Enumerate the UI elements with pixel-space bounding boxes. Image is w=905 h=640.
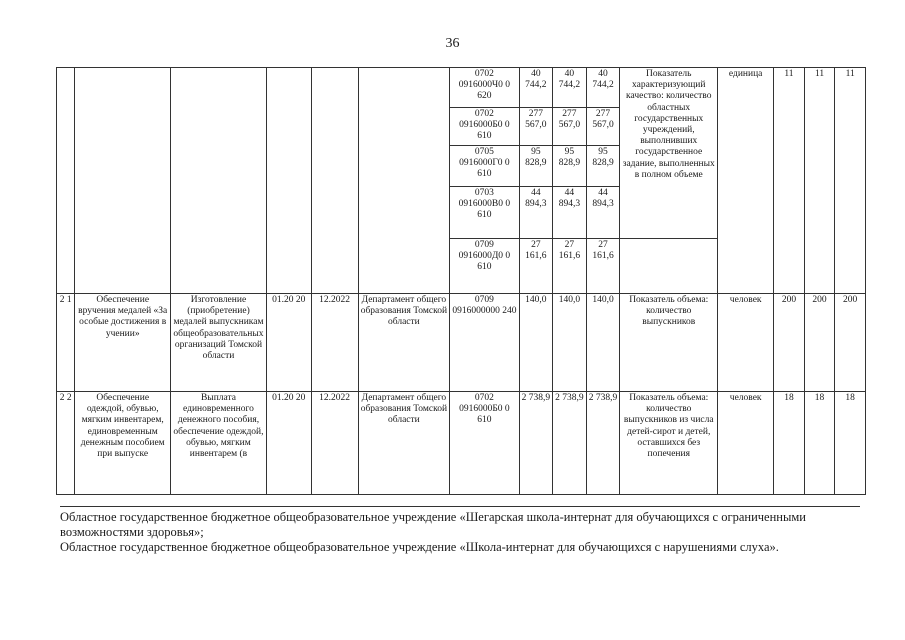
cell-code: 0702 0916000Б0 0 610: [450, 392, 519, 495]
cell-desc: Выплата единовременного денежного пособия, обеспечение одеждой, обувью, мягким инвентарем (в: [171, 392, 267, 495]
cell-unit: человек: [718, 294, 774, 392]
cell-value: 27 161,6: [553, 239, 587, 294]
cell-code: 0702 0916000Б0 0 610: [450, 108, 519, 146]
cell-end: 12.2022: [311, 392, 358, 495]
cell-exec: Департамент общего образования Томской области: [358, 294, 450, 392]
cell-value: 27 161,6: [586, 239, 620, 294]
cell-start: 01.20 20: [266, 392, 311, 495]
cell-indicator: Показатель объема: количество выпускников из числа детей-сирот и детей, оставшихся без попечения: [620, 392, 718, 495]
cell-code: 0709 0916000Д0 0 610: [450, 239, 519, 294]
cell-indicator: Показатель объема: количество выпускников: [620, 294, 718, 392]
footnote: Областное государственное бюджетное общеобразовательное учреждение «Школа-интернат для обучающихся с нарушениями слуха».: [60, 540, 779, 554]
footnote-divider: [60, 506, 860, 507]
cell-target: 11: [804, 68, 835, 294]
cell-exec: Департамент общего образования Томской области: [358, 392, 450, 495]
cell-code: 0702 0916000Ч0 0 620: [450, 68, 519, 108]
page-number: 36: [445, 36, 460, 51]
cell-value: 2 738,9: [553, 392, 587, 495]
cell-unit: единица: [718, 68, 774, 294]
cell-value: 44 894,3: [586, 187, 620, 239]
cell-value: 44 894,3: [553, 187, 587, 239]
cell-value: 40 744,2: [553, 68, 587, 108]
cell-code: 0703 0916000В0 0 610: [450, 187, 519, 239]
cell-name: Обеспечение одеждой, обувью, мягким инвентарем, единовременным денежным пособием при выпуске: [75, 392, 171, 495]
cell-desc: Изготовление (приобретение) медалей выпускникам общеобразовательных организаций Томской области: [171, 294, 267, 392]
cell-end: 12.2022: [311, 294, 358, 392]
cell-name: [75, 68, 171, 294]
cell-indicator-empty: [620, 239, 718, 294]
cell-indicator: Показатель характеризующий качество: количество областных государственных учреждений, выполнивших государственное задание, выполненных в полном объеме: [620, 68, 718, 239]
cell-code: 0705 0916000Г0 0 610: [450, 146, 519, 187]
cell-start: [266, 68, 311, 294]
cell-target: 18: [774, 392, 805, 495]
cell-value: 95 828,9: [519, 146, 553, 187]
cell-value: 140,0: [519, 294, 553, 392]
cell-num: 2 2: [57, 392, 75, 495]
table-row: [57, 294, 866, 392]
cell-value: 27 161,6: [519, 239, 553, 294]
cell-exec: [358, 68, 450, 294]
cell-value: 95 828,9: [586, 146, 620, 187]
cell-num: 2 1: [57, 294, 75, 392]
cell-value: 2 738,9: [586, 392, 620, 495]
cell-target: 11: [774, 68, 805, 294]
cell-end: [311, 68, 358, 294]
cell-name: Обеспечение вручения медалей «За особые достижения в учении»: [75, 294, 171, 392]
cell-num: [57, 68, 75, 294]
cell-target: 200: [774, 294, 805, 392]
cell-value: 40 744,2: [586, 68, 620, 108]
cell-target: 11: [835, 68, 866, 294]
cell-value: 140,0: [586, 294, 620, 392]
cell-value: 277 567,0: [553, 108, 587, 146]
program-table: [56, 67, 866, 495]
table-row: [57, 68, 866, 108]
footnotes: [60, 510, 860, 555]
cell-desc: [171, 68, 267, 294]
cell-value: 2 738,9: [519, 392, 553, 495]
cell-start: 01.20 20: [266, 294, 311, 392]
cell-value: 277 567,0: [519, 108, 553, 146]
cell-target: 18: [804, 392, 835, 495]
cell-value: 140,0: [553, 294, 587, 392]
table-row: [57, 392, 866, 495]
cell-value: 40 744,2: [519, 68, 553, 108]
cell-unit: человек: [718, 392, 774, 495]
cell-value: 44 894,3: [519, 187, 553, 239]
cell-target: 18: [835, 392, 866, 495]
cell-value: 95 828,9: [553, 146, 587, 187]
footnote: Областное государственное бюджетное общеобразовательное учреждение «Шегарская школа-интернат для обучающихся с ограниченными возможностями здоровья»;: [60, 510, 806, 539]
cell-value: 277 567,0: [586, 108, 620, 146]
cell-code: 0709 0916000000 240: [450, 294, 519, 392]
cell-target: 200: [835, 294, 866, 392]
cell-target: 200: [804, 294, 835, 392]
